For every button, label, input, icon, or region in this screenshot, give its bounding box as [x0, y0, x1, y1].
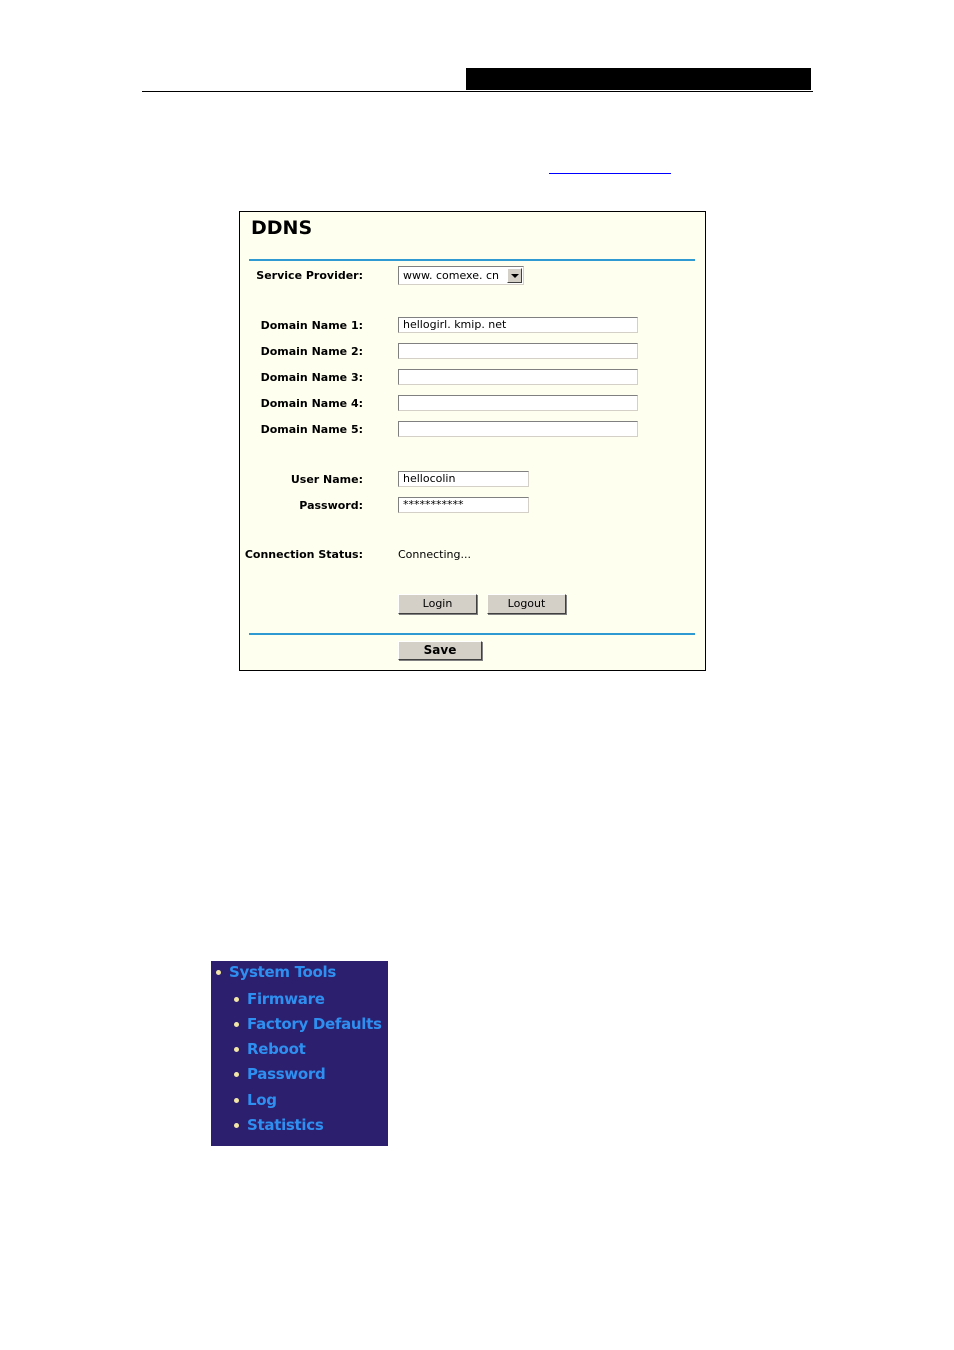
hyperlink-underline[interactable]: [549, 173, 671, 174]
ddns-panel: [239, 211, 706, 671]
save-button[interactable]: Save: [398, 641, 482, 660]
bullet-icon: [234, 1072, 239, 1077]
menu-item-label: Reboot: [247, 1040, 306, 1058]
logout-button[interactable]: Logout: [487, 594, 566, 614]
menu-item-label: Factory Defaults: [247, 1015, 382, 1033]
login-button[interactable]: Login: [398, 594, 477, 614]
menu-item-label: Firmware: [247, 990, 325, 1008]
domain-name-3-label: Domain Name 3:: [260, 371, 363, 384]
connection-status-label: Connection Status:: [244, 548, 363, 561]
bullet-icon: [234, 1047, 239, 1052]
user-name-input[interactable]: hellocolin: [398, 471, 529, 487]
menu-item-label: Log: [247, 1091, 277, 1109]
domain-name-4-label: Domain Name 4:: [260, 397, 363, 410]
bullet-icon: [234, 1022, 239, 1027]
menu-item-label: System Tools: [229, 963, 337, 981]
bullet-icon: [234, 1098, 239, 1103]
panel-title: DDNS: [251, 217, 313, 239]
menu-item-firmware[interactable]: [247, 990, 325, 1008]
menu-item-label: Statistics: [247, 1116, 324, 1134]
domain-name-3-input[interactable]: [398, 369, 638, 385]
top-divider: [249, 259, 695, 261]
domain-name-2-input[interactable]: [398, 343, 638, 359]
menu-item-system-tools[interactable]: [229, 963, 336, 981]
password-label: Password:: [299, 499, 363, 512]
menu-item-statistics[interactable]: [247, 1116, 323, 1134]
menu-item-label: Password: [247, 1065, 326, 1083]
domain-name-1-label: Domain Name 1:: [260, 319, 363, 332]
header-rule: [142, 91, 813, 92]
domain-name-5-input[interactable]: [398, 421, 638, 437]
menu-item-log[interactable]: [247, 1091, 277, 1109]
service-provider-label: Service Provider:: [256, 269, 363, 282]
bottom-divider: [249, 633, 695, 635]
menu-item-password[interactable]: [247, 1065, 325, 1083]
domain-name-4-input[interactable]: [398, 395, 638, 411]
password-input[interactable]: ***********: [398, 497, 529, 513]
service-provider-value: www. comexe. cn: [403, 269, 499, 282]
bullet-icon: [216, 970, 221, 975]
user-name-label: User Name:: [290, 473, 363, 486]
domain-name-2-label: Domain Name 2:: [260, 345, 363, 358]
chevron-down-icon[interactable]: [507, 268, 522, 283]
menu-item-factory-defaults[interactable]: [247, 1015, 382, 1033]
connection-status-value: Connecting...: [398, 548, 471, 561]
bullet-icon: [234, 1123, 239, 1128]
bullet-icon: [234, 997, 239, 1002]
menu-item-reboot[interactable]: [247, 1040, 305, 1058]
domain-name-5-label: Domain Name 5:: [260, 423, 363, 436]
system-tools-menu: [211, 961, 388, 1146]
header-bar: [466, 68, 811, 90]
domain-name-1-input[interactable]: hellogirl. kmip. net: [398, 317, 638, 333]
service-provider-select[interactable]: [398, 266, 524, 285]
